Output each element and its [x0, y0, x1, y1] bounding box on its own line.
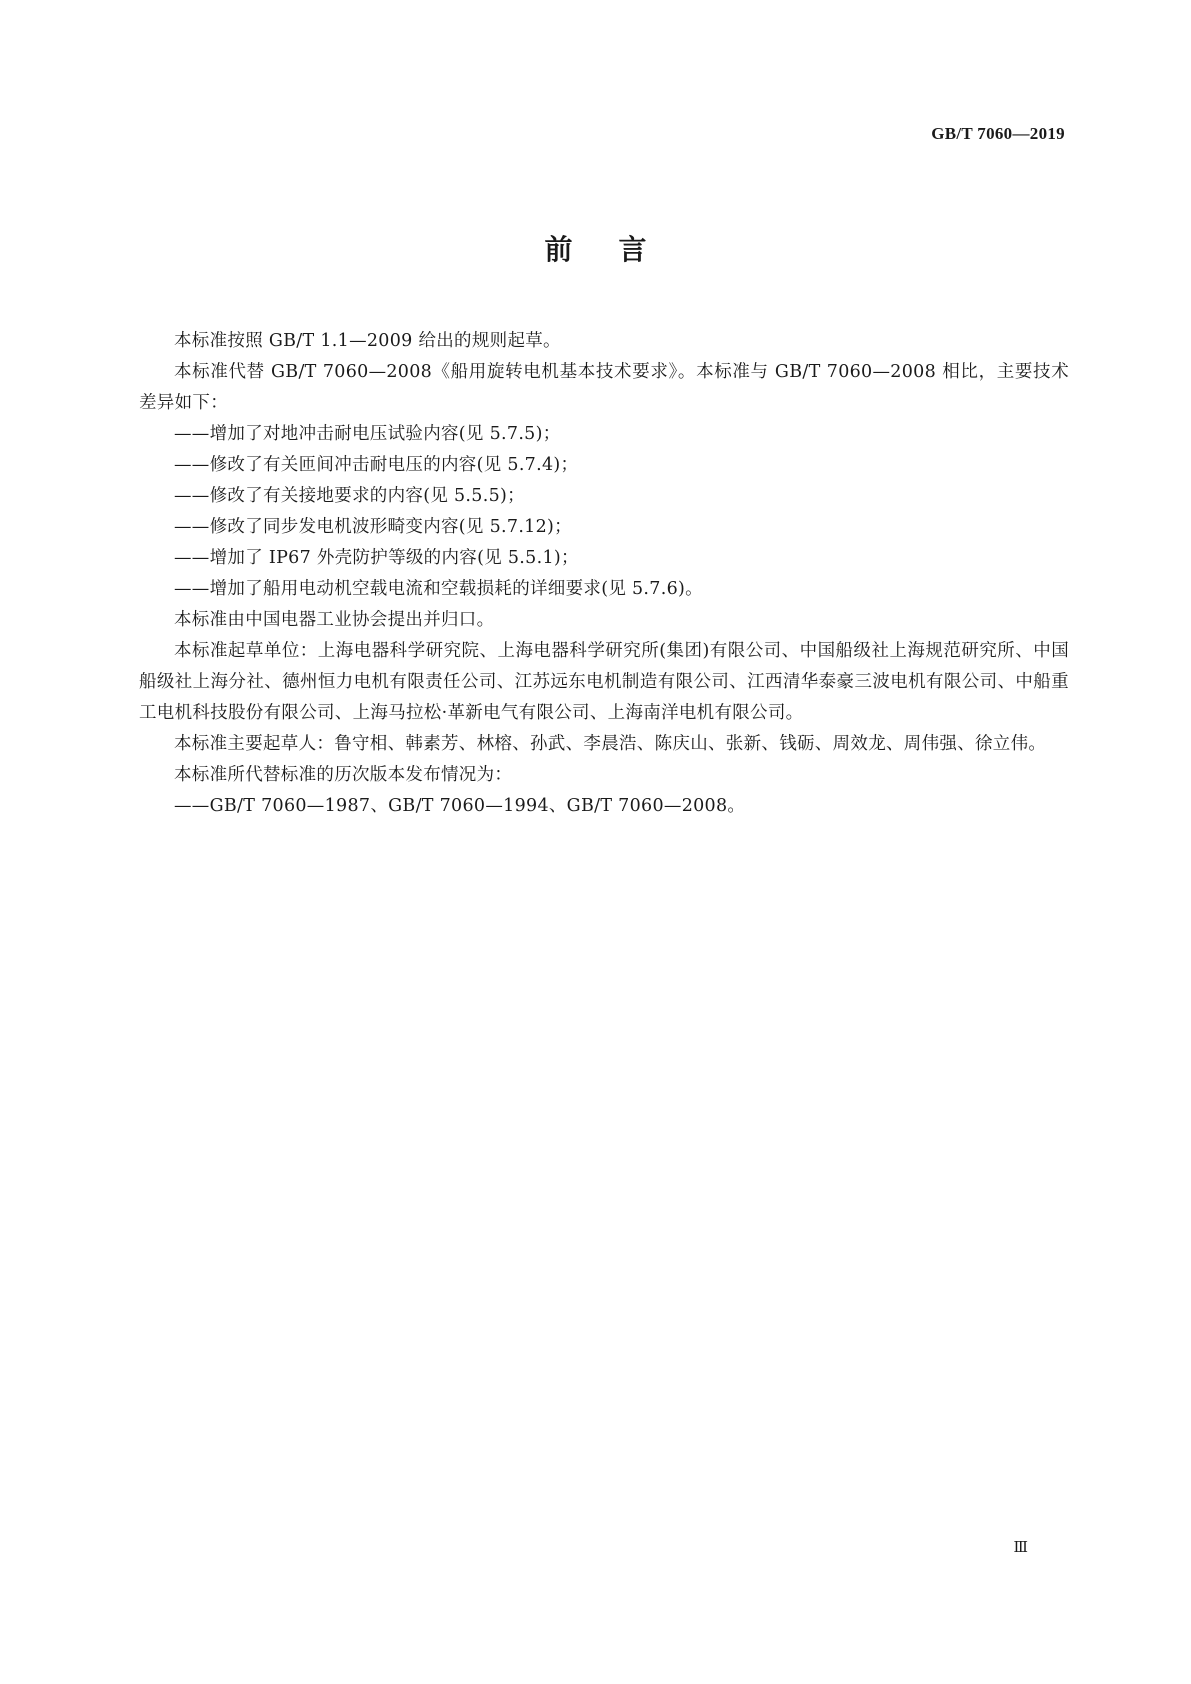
paragraph-history-intro: 本标准所代替标准的历次版本发布情况为： [174, 765, 513, 785]
paragraph-drafting-units: 本标准起草单位：上海电器科学研究院、上海电器科学研究所(集团)有限公司、中国船级社上海规范研究所、中国船级社上海分社、德州恒力电机有限责任公司、江苏远东电机制造有限公司、江西清华泰豪三波电机有限公司、中船重工电机科技股份有限公司、上海马拉松·革新电气有限公司、上海南洋电机有限公司。 [139, 641, 1069, 723]
history-item: ——GB/T 7060—1987、GB/T 7060—1994、GB/T 7060—2008。 [174, 796, 746, 816]
change-item: ——修改了有关匝间冲击耐电压的内容(见 5.7.4)； [174, 455, 579, 475]
paragraph-drafting-rules: 本标准按照 GB/T 1.1—2009 给出的规则起草。 [174, 331, 561, 351]
paragraph-proposed-by: 本标准由中国电器工业协会提出并归口。 [174, 610, 495, 630]
document-body [139, 326, 1069, 822]
paragraph-replacement: 本标准代替 GB/T 7060—2008《船用旋转电机基本技术要求》。本标准与 GB/T 7060—2008 相比，主要技术差异如下： [139, 362, 1069, 413]
change-item: ——修改了有关接地要求的内容(见 5.5.5)； [174, 486, 525, 506]
change-item: ——增加了船用电动机空载电流和空载损耗的详细要求(见 5.7.6)。 [174, 579, 703, 599]
change-item: ——增加了对地冲击耐电压试验内容(见 5.7.5)； [174, 424, 561, 444]
page-title: 前言 [544, 233, 693, 266]
change-item: ——修改了同步发电机波形畸变内容(见 5.7.12)； [174, 517, 572, 537]
paragraph-drafters: 本标准主要起草人：鲁守相、韩素芳、林榕、孙武、李晨浩、陈庆山、张新、钱砺、周效龙、周伟强、徐立伟。 [174, 734, 1047, 754]
page-number: Ⅲ [1013, 1540, 1028, 1556]
change-item: ——增加了 IP67 外壳防护等级的内容(见 5.5.1)； [174, 548, 579, 568]
standard-number: GB/T 7060—2019 [931, 124, 1065, 143]
